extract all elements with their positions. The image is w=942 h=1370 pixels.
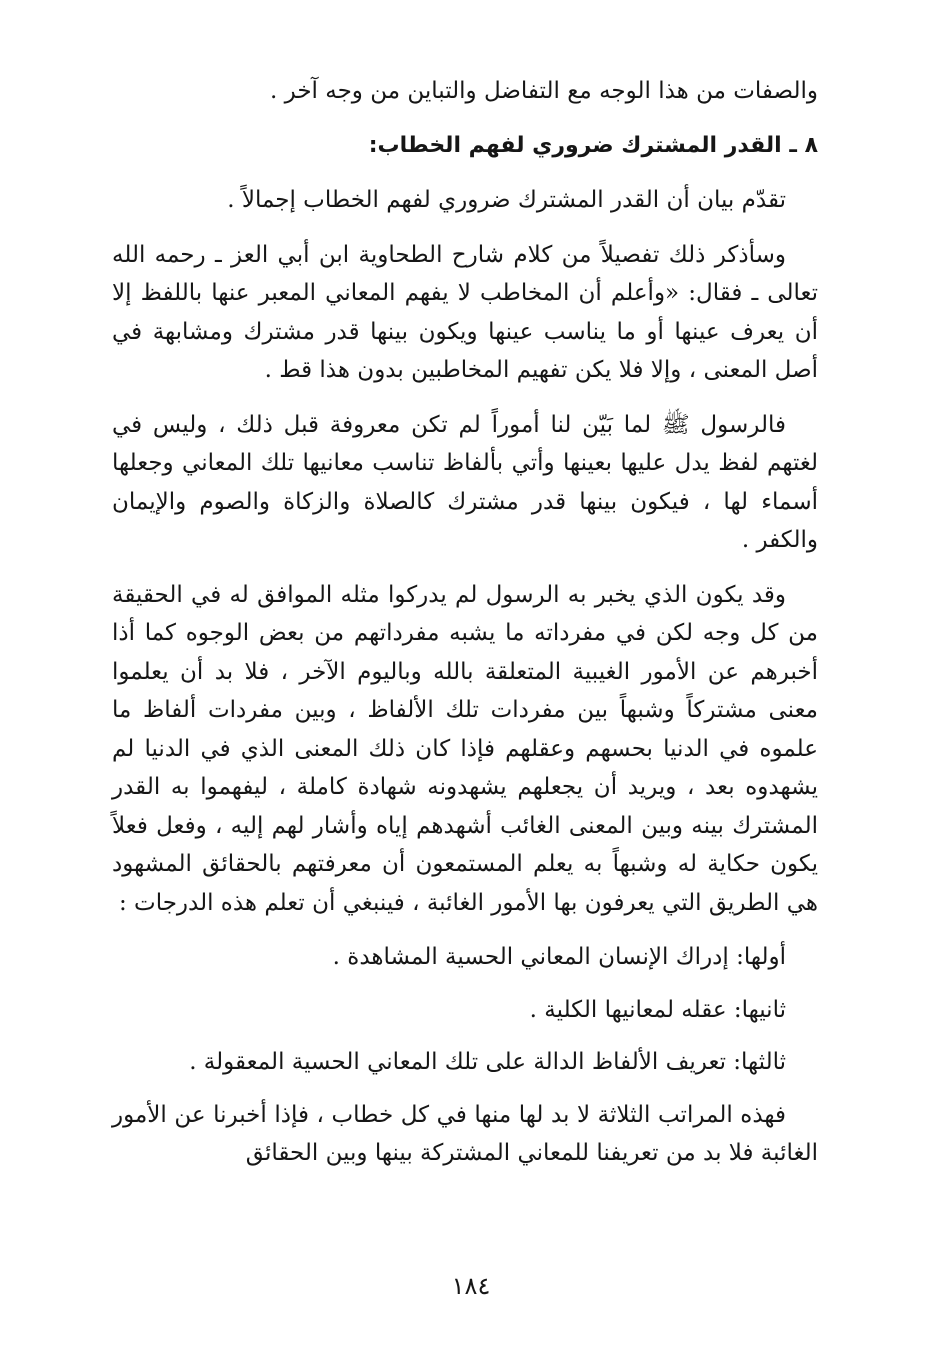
closing-paragraph: فهذه المراتب الثلاثة لا بد لها منها في كل خطاب ، فإذا أخبرنا عن الأمور الغائبة فلا بد من تعريفنا للمعاني المشتركة بينها وبين الحقائق: [112, 1101, 818, 1166]
opening-line: والصفات من هذا الوجه مع التفاضل والتباين من وجه آخر .: [270, 78, 818, 104]
section-heading: ٨ ـ القدر المشترك ضروري لفهم الخطاب:: [368, 132, 818, 158]
list-item: ثانيها: عقله لمعانيها الكلية .: [529, 996, 786, 1023]
paragraph: تقدّم بيان أن القدر المشترك ضروري لفهم الخطاب إجمالاً .: [227, 187, 786, 213]
paragraph: وسأذكر ذلك تفصيلاً من كلام شارح الطحاوية ابن أبي العز ـ رحمه الله تعالى ـ فقال: «وأعلم أن المخاطب لا يفهم المعاني المعبر عنها باللفظ إلا أن يعرف عينها أو ما يناسب عينها ويكون بينها قدر مشترك ومشابهة في أصل المعنى ، وإلا فلا يكن تفهيم المخاطبين بدون هذا قط .: [112, 241, 818, 383]
list-item: أولها: إدراك الإنسان المعاني الحسية المشاهدة .: [332, 944, 786, 970]
list-item: ثالثها: تعريف الألفاظ الدالة على تلك المعاني الحسية المعقولة .: [189, 1049, 786, 1075]
paragraph: وقد يكون الذي يخبر به الرسول لم يدركوا مثله الموافق له في الحقيقة من كل وجه لكن في مفرداته ما يشبه مفرداتهم من بعض الوجوه كما أذا أخبرهم عن الأمور الغيبية المتعلقة بالله وباليوم الآخر ، فلا بد أن يعلموا معنى مشتركاً وشبهاً بين مفردات تلك الألفاظ ، وبين مفردات ألفاظ ما علموه في الدنيا بحسهم وعقلهم فإذا كان ذلك المعنى الذي في الدنيا لم يشهدوه بعد ، ويريد أن يجعلهم يشهدونه شهادة كاملة ، ليفهموا به القدر المشترك بينه وبين المعنى الغائب أشهدهم إياه وأشار لهم إليه ، وفعل فعلاً يكون حكاية له وشبهاً به يعلم المستمعون أن معرفتهم بالحقائق المشهود هي الطريق التي يعرفون بها الأمور الغائبة ، فينبغي أن تعلم هذه الدرجات :: [112, 581, 818, 916]
paragraph: فالرسول ﷺ لما بَيّن لنا أموراً لم تكن معروفة قبل ذلك ، وليس في لغتهم لفظ يدل عليها بعينها وأتي بألفاظ تناسب معانيها تلك المعاني وجعلها أسماء لها ، فيكون بينها قدر مشترك كالصلاة والزكاة والصوم والإيمان والكفر .: [112, 411, 818, 553]
book-page-body: [112, 72, 818, 1189]
page-number: ١٨٤: [451, 1272, 491, 1300]
